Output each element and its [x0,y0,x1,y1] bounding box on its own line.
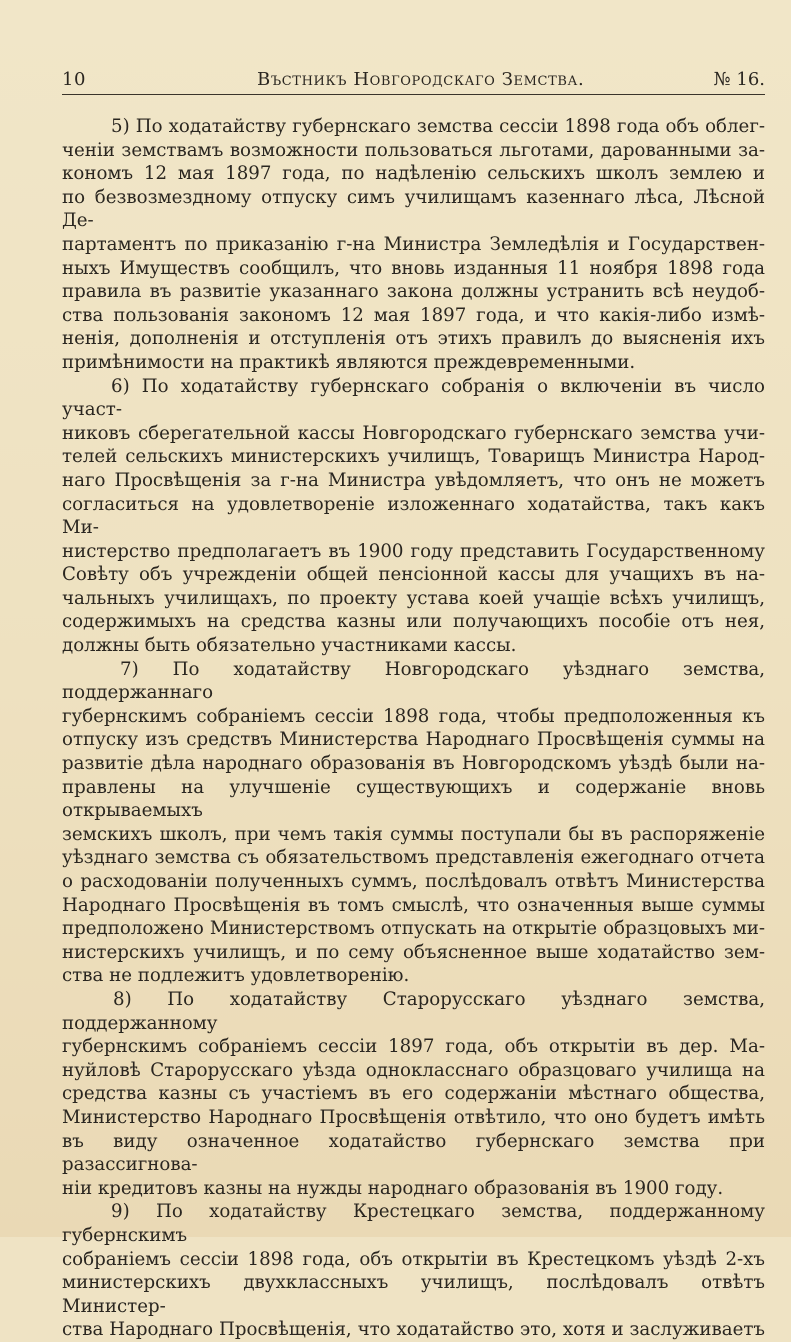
text-line: правила въ развитіе указаннаго закона должны устранить всѣ неудоб- [62,281,765,303]
page-number: 10 [62,69,86,90]
text-line: согласиться на удовлетвореніе изложеннаго ходатайства, такъ какъ Ми- [62,493,765,539]
text-line: ненія, дополненія и отступленія отъ этихъ правилъ до выясненія ихъ [62,328,765,350]
text-line: кономъ 12 мая 1897 года, по надѣленію сельскихъ школъ землею и [62,163,765,185]
text-line: развитіе дѣла народнаго образованія въ Новгородскомъ уѣздѣ были на- [62,753,765,775]
text-line: правлены на улучшеніе существующихъ и содержаніе вновь открываемыхъ [62,776,765,822]
text-line: 7) По ходатайству Новгородскаго уѣзднаго земства, поддержаннаго [62,658,765,704]
text-line: отпуску изъ средствъ Министерства Народнаго Просвѣщенія суммы на [62,729,765,751]
text-line: ства Народнаго Просвѣщенія, что ходатайство это, хотя и заслуживаетъ [62,1319,765,1341]
text-line: ства пользованія закономъ 12 мая 1897 года, и что какія-либо измѣ- [62,304,765,326]
text-line: содержимыхъ на средства казны или получающихъ пособіе отъ нея, [62,611,765,633]
text-line: наго Просвѣщенія за г-на Министра увѣдомляетъ, что онъ не можетъ [62,469,765,491]
text-line: 5) По ходатайству губернскаго земства сессіи 1898 года объ облег- [111,116,765,137]
page-header [62,66,765,95]
text-line: собраніемъ сессіи 1898 года, объ открытіи въ Крестецкомъ уѣздѣ 2-хъ [62,1248,765,1270]
text-line: примѣнимости на практикѣ являются преждевременными. [62,351,636,373]
text-line: нуйловѣ Старорусскаго уѣзда одноклассн⁠аго образцоваго училища на [62,1059,765,1081]
text-line: ніи кредитовъ казны на нужды народнаго образованія въ 1900 году. [62,1177,724,1199]
text-line: уѣзднаго земства съ обязательствомъ представленія ежегоднаго отчета [62,847,765,869]
paragraph-8 [62,988,765,1200]
text-line: губернскимъ собраніемъ сессіи 1898 года, чтобы предположенныя къ [62,705,765,727]
text-line: 8) По ходатайству Старорусскаго уѣзднаго земства, поддержанному [62,988,765,1034]
issue-number: № 16. [713,69,765,90]
text-line: Народнаго Просвѣщенія въ томъ смыслѣ, что означенныя выше суммы [62,894,765,916]
text-line: въ виду означенное ходатайство губернскаго земства при разассигнова- [62,1130,765,1176]
paragraph-9 [62,1200,765,1342]
text-line: партаментъ по приказанію г-на Министра Земледѣлія и Государствен- [62,233,765,255]
paragraph-6 [62,375,765,658]
text-line: о расходованіи полученныхъ суммъ, послѣдовалъ отвѣтъ Министерства [62,871,765,892]
text-line: 6) По ходатайству губернскаго собранія о включеніи въ число участ- [62,375,765,421]
text-line: нистерскихъ училищъ, и по сему объясненное выше ходатайство зем- [62,941,765,963]
text-line: чальныхъ училищахъ, по проекту устава коей учащіе всѣхъ училищъ, [62,587,765,609]
text-line: Министерство Народнаго Просвѣщенія отвѣтило, что оно будетъ имѣть [62,1106,765,1128]
text-line: министерскихъ двухклассныхъ училищъ, послѣдовалъ отвѣтъ Министер- [62,1272,765,1317]
text-line: средства казны съ участіемъ въ его содержаніи мѣстнаго общества, [62,1083,765,1105]
text-line: предположено Министерствомъ отпускать на открытіе образцовыхъ ми- [62,918,765,940]
text-line: должны быть обязательно участниками кассы. [62,635,517,657]
text-line: 9) По ходатайству Крестецкаго земства, поддержанному губернскимъ [62,1201,765,1246]
text-line: губернскимъ собраніемъ сессіи 1897 года, объ открытіи въ дер. Ма- [62,1036,765,1058]
text-line: по безвозмездному отпуску симъ училищамъ казеннаго лѣса, Лѣсной Де- [62,186,765,232]
text-line: ченіи земствамъ возможности пользоваться льготами, дарованными за- [62,139,765,161]
text-line: земскихъ школъ, при чемъ такія суммы поступали бы въ распоряженіе [62,823,765,845]
paragraph-5 [62,115,765,375]
text-line: ныхъ Имуществъ сообщилъ, что вновь изданныя 11 ноября 1898 года [62,257,765,279]
text-line: телей сельскихъ министерскихъ училищъ, Товарищъ Министра Народ- [62,446,765,468]
text-line: ства не подлежитъ удовлетворенію. [62,965,410,987]
text-line: Совѣту объ учрежденіи общей пенсіонной кассы для учащихъ въ на- [62,564,765,586]
text-line: нистерство предполагаетъ въ 1900 году представить Государственному [62,540,765,562]
article-body [62,115,765,1342]
text-line: никовъ сберегательной кассы Новгородскаго губернскаго земства учи- [62,422,765,444]
paragraph-7 [62,658,765,988]
running-title: Въстникъ Новгородскаго Земства. [257,69,585,90]
